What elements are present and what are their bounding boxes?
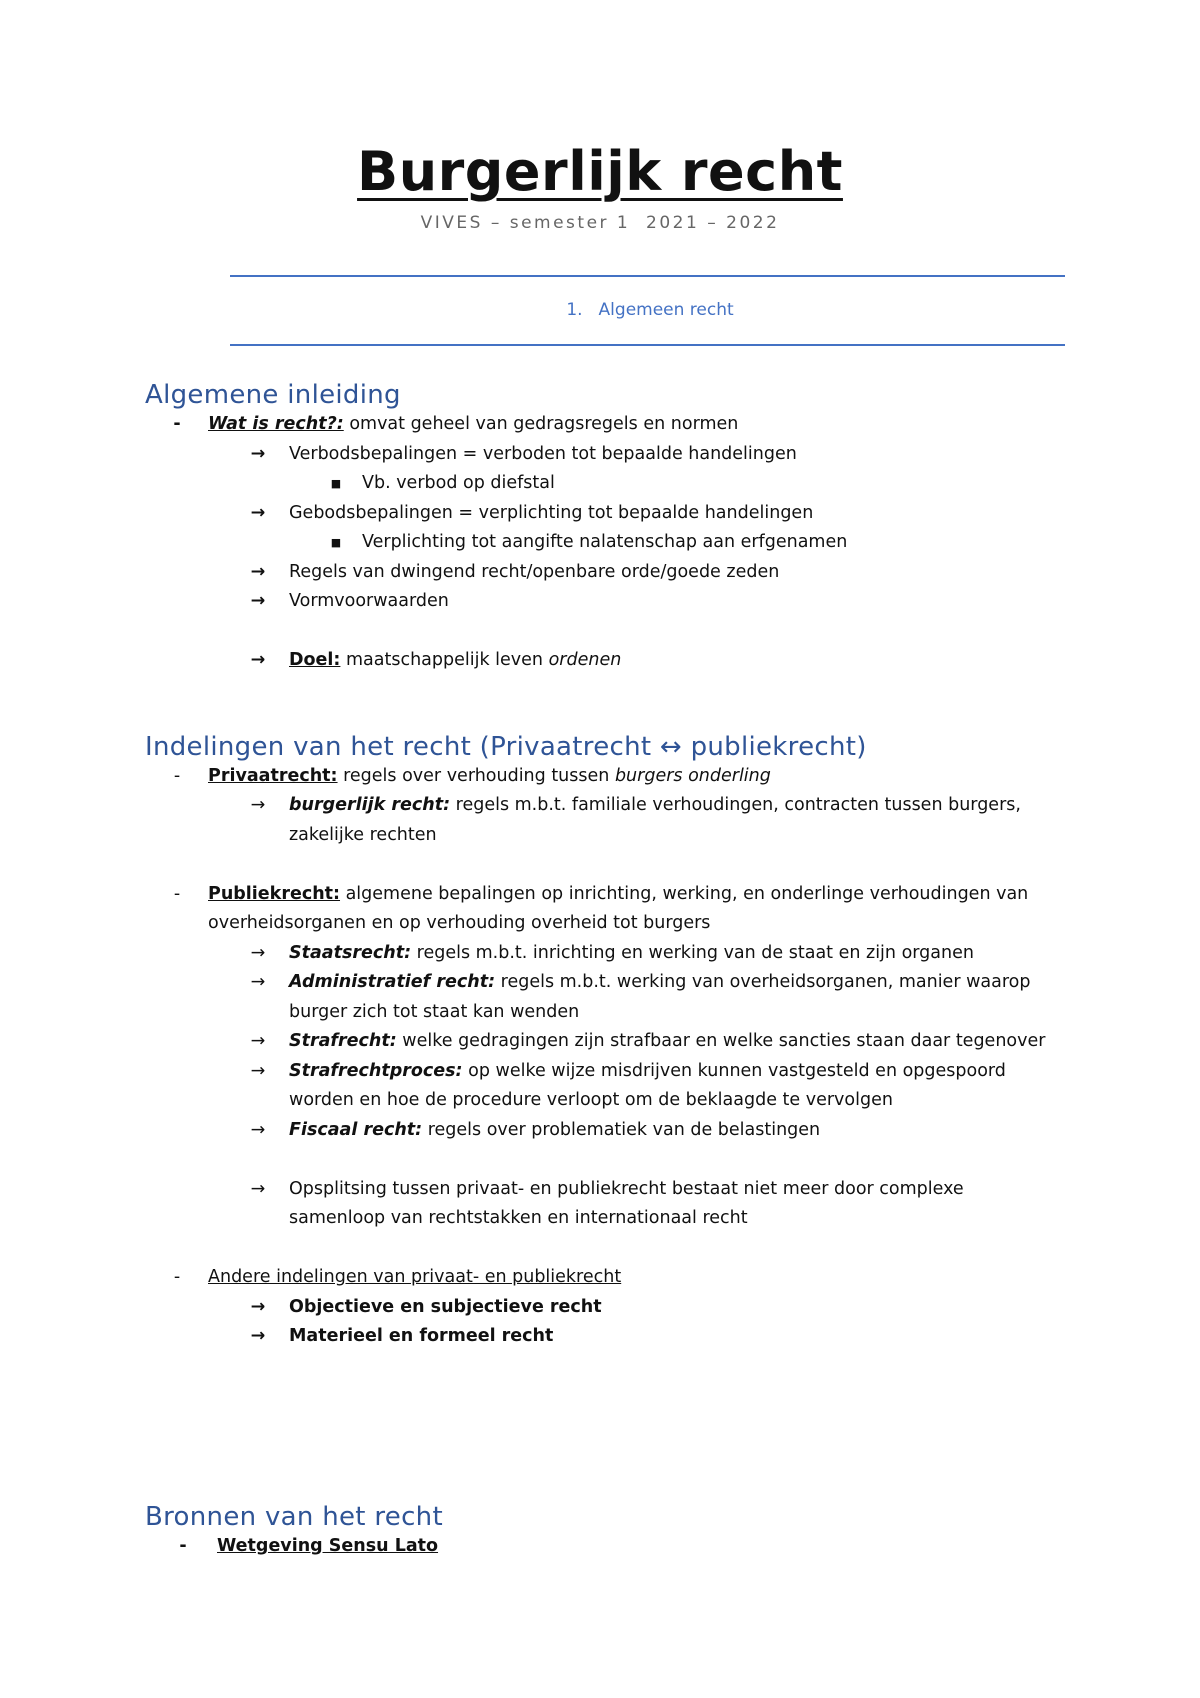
item-text: Verbodsbepalingen = verboden tot bepaalde handelingen <box>289 443 797 464</box>
item-text: Wetgeving Sensu Lato <box>217 1536 439 1556</box>
arrow-icon: → <box>250 972 266 992</box>
dash-bullet-icon: - <box>173 1267 181 1287</box>
arrow-icon: → <box>250 1060 266 1081</box>
term-label: burgerlijk recht: <box>289 795 451 815</box>
spacer <box>145 676 1145 732</box>
list-item <box>145 1532 1145 1562</box>
term-label: Strafrechtproces: <box>289 1060 463 1081</box>
list-item-continuation <box>145 909 1145 939</box>
term-text: zakelijke rechten <box>289 824 437 845</box>
list-item <box>145 1263 1145 1293</box>
term-label: Doel: <box>289 650 341 670</box>
arrow-icon: → <box>250 561 266 582</box>
arrow-icon: → <box>250 795 266 815</box>
list-item <box>145 558 1145 588</box>
list-item-continuation <box>145 821 1145 851</box>
item-text: Gebodsbepalingen = verplichting tot bepaalde handelingen <box>289 502 814 523</box>
list-item <box>145 469 1145 499</box>
arrow-icon: → <box>250 1326 266 1346</box>
list-item <box>145 1175 1145 1205</box>
spacer <box>145 1145 1145 1175</box>
arrow-icon: → <box>250 942 266 963</box>
arrow-icon: → <box>250 1119 266 1140</box>
section-bronnen <box>145 1502 1145 1562</box>
dash-bullet-icon: - <box>173 883 181 904</box>
item-text: Verplichting tot aangifte nalatenschap aan erfgenamen <box>362 532 848 552</box>
arrow-icon: → <box>250 443 266 464</box>
list-item <box>145 440 1145 470</box>
list-item <box>145 410 1145 440</box>
term-text: omvat geheel van gedragsregels en normen <box>343 414 739 434</box>
term-label: Strafrecht: <box>289 1031 397 1051</box>
item-text: Opsplitsing tussen privaat- en publiekrecht bestaat niet meer door complexe <box>289 1178 964 1199</box>
chapter-title: Algemeen recht <box>598 300 734 320</box>
spacer <box>145 850 1145 880</box>
list-item <box>145 1322 1145 1352</box>
term-label: Fiscaal recht: <box>289 1119 423 1140</box>
list-item <box>145 791 1145 821</box>
term-label: Privaatrecht: <box>208 765 338 786</box>
chapter-number: 1. <box>566 300 583 320</box>
arrow-icon: → <box>250 1031 266 1051</box>
term-text: maatschappelijk leven <box>340 650 549 670</box>
list-item <box>145 587 1145 617</box>
square-bullet-icon: ■ <box>330 536 342 549</box>
dash-bullet-icon: - <box>179 1536 187 1556</box>
item-text: Vormvoorwaarden <box>289 591 449 611</box>
list-item <box>145 880 1145 910</box>
chapter-bottom-rule <box>230 344 1065 346</box>
term-text: regels m.b.t. familiale verhoudingen, contracten tussen burgers, <box>450 795 1021 815</box>
section-heading-indelingen: Indelingen van het recht (Privaatrecht ↔ publiekrecht) <box>145 731 867 762</box>
arrow-icon: → <box>250 591 266 611</box>
term-text: burger zich tot staat kan wenden <box>289 1001 580 1022</box>
arrow-icon: → <box>250 650 266 670</box>
dash-bullet-icon: - <box>173 414 181 434</box>
term-text: regels m.b.t. inrichting en werking van de staat en zijn organen <box>411 942 974 963</box>
term-text: welke gedragingen zijn strafbaar en welke sancties staan daar tegenover <box>396 1031 1046 1051</box>
arrow-icon: → <box>250 502 266 523</box>
list-item <box>145 1293 1145 1323</box>
term-label: Administratief recht: <box>289 972 496 992</box>
list-item <box>145 1116 1145 1146</box>
term-text: regels m.b.t. werking van overheidsorganen, manier waarop <box>495 972 1031 992</box>
section-heading-bronnen: Bronnen van het recht <box>145 1502 443 1532</box>
chapter-heading <box>0 300 1200 320</box>
chapter-top-rule <box>230 275 1065 277</box>
item-text: Vb. verbod op diefstal <box>362 473 555 493</box>
item-text: Andere indelingen van privaat- en publiekrecht <box>208 1267 622 1287</box>
arrow-icon: → <box>250 1178 266 1199</box>
item-text: samenloop van rechtstakken en internationaal recht <box>289 1208 748 1228</box>
term-label: Publiekrecht: <box>208 883 341 904</box>
term-text: op welke wijze misdrijven kunnen vastgesteld en opgespoord <box>462 1060 1006 1081</box>
list-item <box>145 968 1145 998</box>
term-text: overheidsorganen en op verhouding overheid tot burgers <box>208 913 711 933</box>
list-item-continuation <box>145 1086 1145 1116</box>
term-text: regels over verhouding tussen <box>337 765 615 786</box>
item-text: Materieel en formeel recht <box>289 1326 554 1346</box>
term-label: Staatsrecht: <box>289 942 412 963</box>
spacer <box>145 1234 1145 1264</box>
list-item <box>145 646 1145 676</box>
list-item <box>145 1057 1145 1087</box>
document-title: Burgerlijk recht <box>357 140 843 203</box>
spacer <box>145 617 1145 647</box>
item-text: Objectieve en subjectieve recht <box>289 1296 602 1317</box>
square-bullet-icon: ■ <box>330 477 342 490</box>
term-emphasis: burgers onderling <box>614 765 771 786</box>
list-item <box>145 499 1145 529</box>
arrow-icon: → <box>250 1296 266 1317</box>
term-emphasis: ordenen <box>548 650 622 670</box>
list-item <box>145 762 1145 792</box>
term-label: Wat is recht?: <box>208 414 344 434</box>
list-item-continuation <box>145 998 1145 1028</box>
section-heading-inleiding: Algemene inleiding <box>145 380 401 410</box>
document-body <box>145 380 1145 1352</box>
item-text: Regels van dwingend recht/openbare orde/goede zeden <box>289 561 780 582</box>
term-text: regels over problematiek van de belastingen <box>422 1119 821 1140</box>
dash-bullet-icon: - <box>173 765 181 786</box>
list-item-continuation <box>145 1204 1145 1234</box>
term-text: algemene bepalingen op inrichting, werking, en onderlinge verhoudingen van <box>340 883 1029 904</box>
term-text: worden en hoe de procedure verloopt om de beklaagde te vervolgen <box>289 1090 893 1110</box>
list-item <box>145 528 1145 558</box>
list-item <box>145 1027 1145 1057</box>
list-item <box>145 939 1145 969</box>
document-subtitle: VIVES – semester 1 2021 – 2022 <box>420 213 780 233</box>
